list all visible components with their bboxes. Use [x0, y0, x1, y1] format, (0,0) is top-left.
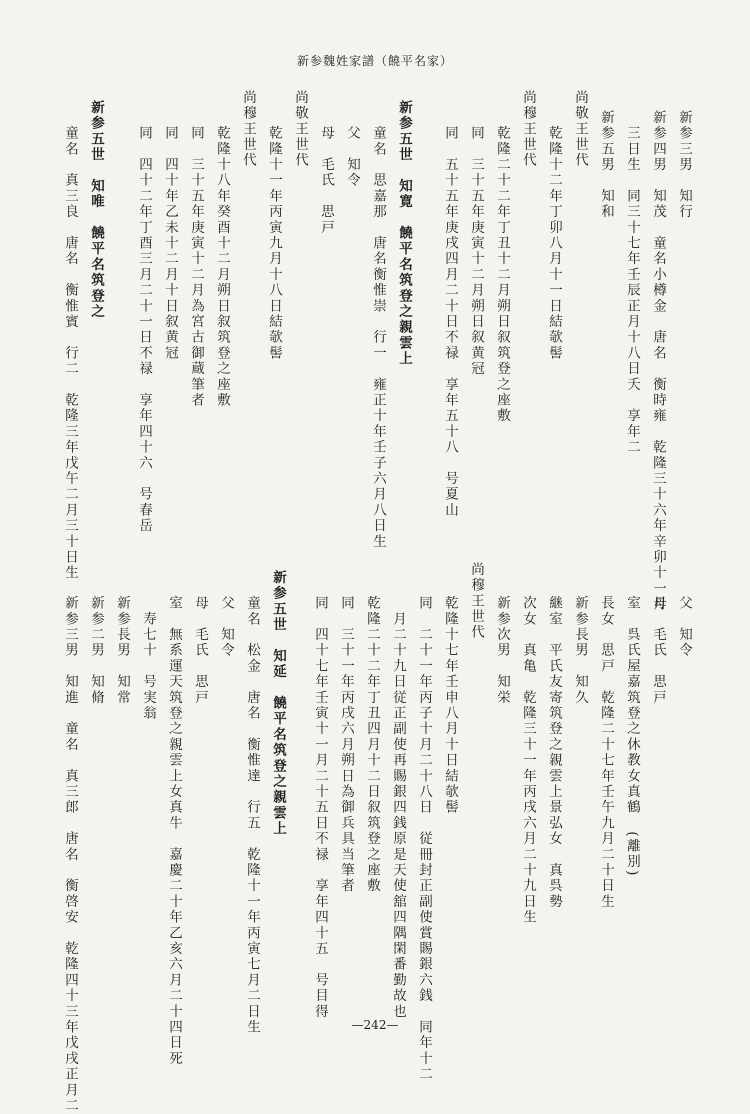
lower-line-3: 室 呉氏屋嘉筑登之休教女真鶴 (離別) [624, 580, 640, 878]
upper-line-13: 父 知令 [344, 110, 360, 189]
upper-line-5: 尚敬王世代 [572, 90, 588, 169]
upper-line-6: 乾隆十二年丁卯八月十一日結欹髻 [546, 110, 562, 362]
upper-line-8: 乾隆二十二年丁丑十二月朔日叙筑登之座敷 [494, 110, 510, 424]
upper-line-14: 母 毛氏 思戸 [318, 110, 334, 236]
lower-line-9: 尚穆王世代 [468, 562, 484, 641]
upper-line-11: 新参五世 知寛 饒平名筑登之親雲上 [396, 100, 412, 367]
upper-line-10: 同 五十五年庚戌四月二十日不禄 享年五十八 号夏山 [442, 110, 458, 519]
lower-line-8: 新参次男 知栄 [494, 580, 510, 706]
lower-line-13: 乾隆二十二年丁丑四月十二日叙筑登之座敷 [364, 580, 380, 894]
lower-line-15: 同 四十七年壬寅十一月二十五日不禄 享年四十五 号目得 [312, 580, 328, 1020]
upper-line-22: 新参五世 知唯 饒平名筑登之 [88, 100, 104, 320]
upper-line-15: 尚敬王世代 [292, 90, 308, 169]
upper-line-2: 新参四男 知茂 童名小樽金 唐名 衡時雍 乾隆三十六年辛卯十一月 [650, 110, 666, 613]
lower-line-7: 次女 真亀 乾隆三十一年丙戌六月二十九日生 [520, 580, 536, 926]
lower-line-20: 室 無系運天筑登之親雲上女真牛 嘉慶二十年乙亥六月二十四日死 [166, 580, 182, 1067]
running-header: 新参魏姓家譜（饒平名家） [296, 54, 453, 68]
upper-line-19: 同 三十五年庚寅十二月為宮古御蔵筆者 [188, 110, 204, 409]
upper-line-9: 同 三十五年庚寅十二月朔日叙黄冠 [468, 110, 484, 377]
lower-line-14: 同 三十一年丙戌六月朔日為御兵具当筆者 [338, 580, 354, 894]
upper-line-7: 尚穆王世代 [520, 90, 536, 169]
upper-line-3: 三日生 同三十七年壬辰正月十八日夭 享年二 [624, 110, 640, 456]
lower-line-17: 童名 松金 唐名 衡惟達 行五 乾隆十一年丙寅七月二日生 [244, 580, 260, 1036]
lower-line-5: 新参長男 知久 [572, 580, 588, 706]
lower-line-10: 乾隆十七年壬申八月十日結欹髻 [442, 580, 458, 816]
upper-line-4: 新参五男 知和 [598, 110, 614, 220]
lower-line-2: 母 毛氏 思戸 [650, 580, 666, 706]
page-number: —242— [351, 1018, 399, 1032]
lower-line-23: 新参二男 知脩 [88, 580, 104, 706]
upper-line-20: 同 四十年乙未十二月十日叙黄冠 [162, 110, 178, 362]
upper-line-23: 童名 真三良 唐名 衡惟賓 行二 乾隆三年戊午二月三十日生 [62, 110, 78, 581]
lower-line-6: 継室 平氏友寄筑登之親雲上景弘女 真呉勢 [546, 580, 562, 910]
lower-line-24: 新参三男 知進 童名 真三郎 唐名 衡啓安 乾隆四十三年戊戌正月二 [62, 580, 78, 1114]
lower-line-12: 月二十九日従正副使再賜銀四銭原是天使舘四隅閑番勤故也 [390, 580, 406, 1020]
upper-line-21: 同 四十二年丁酉三月二十一日不禄 享年四十六 号春岳 [136, 110, 152, 534]
lower-line-11: 同 二十一年丙子十月二十八日 従冊封正副使賞賜銀六銭 同年十二 [416, 580, 432, 1083]
lower-line-19: 母 毛氏 思戸 [192, 580, 208, 706]
lower-line-4: 長女 思戸 乾隆二十七年壬午九月二十日生 [598, 580, 614, 910]
upper-line-16: 乾隆十一年丙寅九月十八日結欹髻 [266, 110, 282, 362]
lower-line-16: 新参五世 知延 饒平名筑登之親雲上 [270, 570, 286, 837]
upper-line-17: 尚穆王世代 [240, 90, 256, 169]
lower-line-22: 新参長男 知常 [114, 580, 130, 706]
upper-line-12: 童名 思嘉那 唐名衡惟崇 行一 雍正十年壬子六月八日生 [370, 110, 386, 550]
lower-line-1: 父 知令 [676, 580, 692, 659]
upper-line-1: 新参三男 知行 [676, 110, 692, 220]
lower-line-18: 父 知令 [218, 580, 234, 659]
lower-line-21: 寿七十 号実翁 [140, 580, 156, 722]
upper-line-18: 乾隆十八年癸酉十二月朔日叙筑登之座敷 [214, 110, 230, 409]
